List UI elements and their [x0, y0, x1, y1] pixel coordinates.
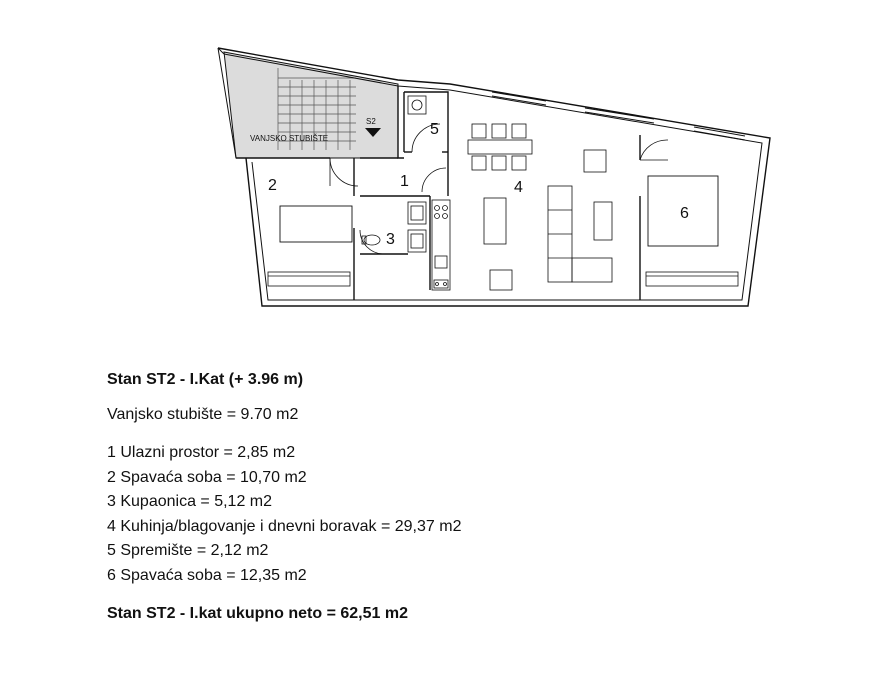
boiler-fixture	[408, 96, 426, 114]
room-number-1: 1	[400, 173, 409, 190]
boiler-circle	[412, 100, 422, 110]
area-summary	[107, 368, 807, 627]
room-area-line: 1 Ulazni prostor = 2,85 m2	[107, 444, 296, 461]
bed-room-2	[280, 206, 352, 242]
stair-area-line: Vanjsko stubište = 9.70 m2	[107, 405, 299, 423]
room-number-6: 6	[680, 205, 689, 222]
room-number-3: 3	[386, 231, 395, 248]
stair-label: VANJSKO STUBIŠTE	[250, 134, 329, 143]
windows-top	[492, 92, 745, 140]
stair-marker-label: S2	[366, 117, 376, 126]
room-area-line: 5 Spremište = 2,12 m2	[107, 542, 269, 559]
windows-bottom	[268, 272, 742, 300]
dining-set	[468, 124, 532, 170]
room-number-5: 5	[430, 121, 439, 138]
summary-heading: Stan ST2 - I.Kat (+ 3.96 m)	[107, 371, 304, 388]
living-furniture	[484, 150, 612, 290]
room-area-line: 3 Kupaonica = 5,12 m2	[107, 493, 273, 510]
room-area-line: 2 Spavaća soba = 10,70 m2	[107, 468, 307, 486]
room-number-2: 2	[268, 177, 277, 194]
floor-plan	[0, 0, 880, 330]
summary-total: Stan ST2 - I.kat ukupno neto = 62,51 m2	[107, 605, 408, 622]
room-area-line: 4 Kuhinja/blagovanje i dnevni boravak = 29,37 m2	[107, 517, 462, 535]
kitchen-counter	[432, 200, 450, 290]
room-area-line: 6 Spavaća soba = 12,35 m2	[107, 566, 307, 584]
room-number-4: 4	[514, 179, 523, 196]
